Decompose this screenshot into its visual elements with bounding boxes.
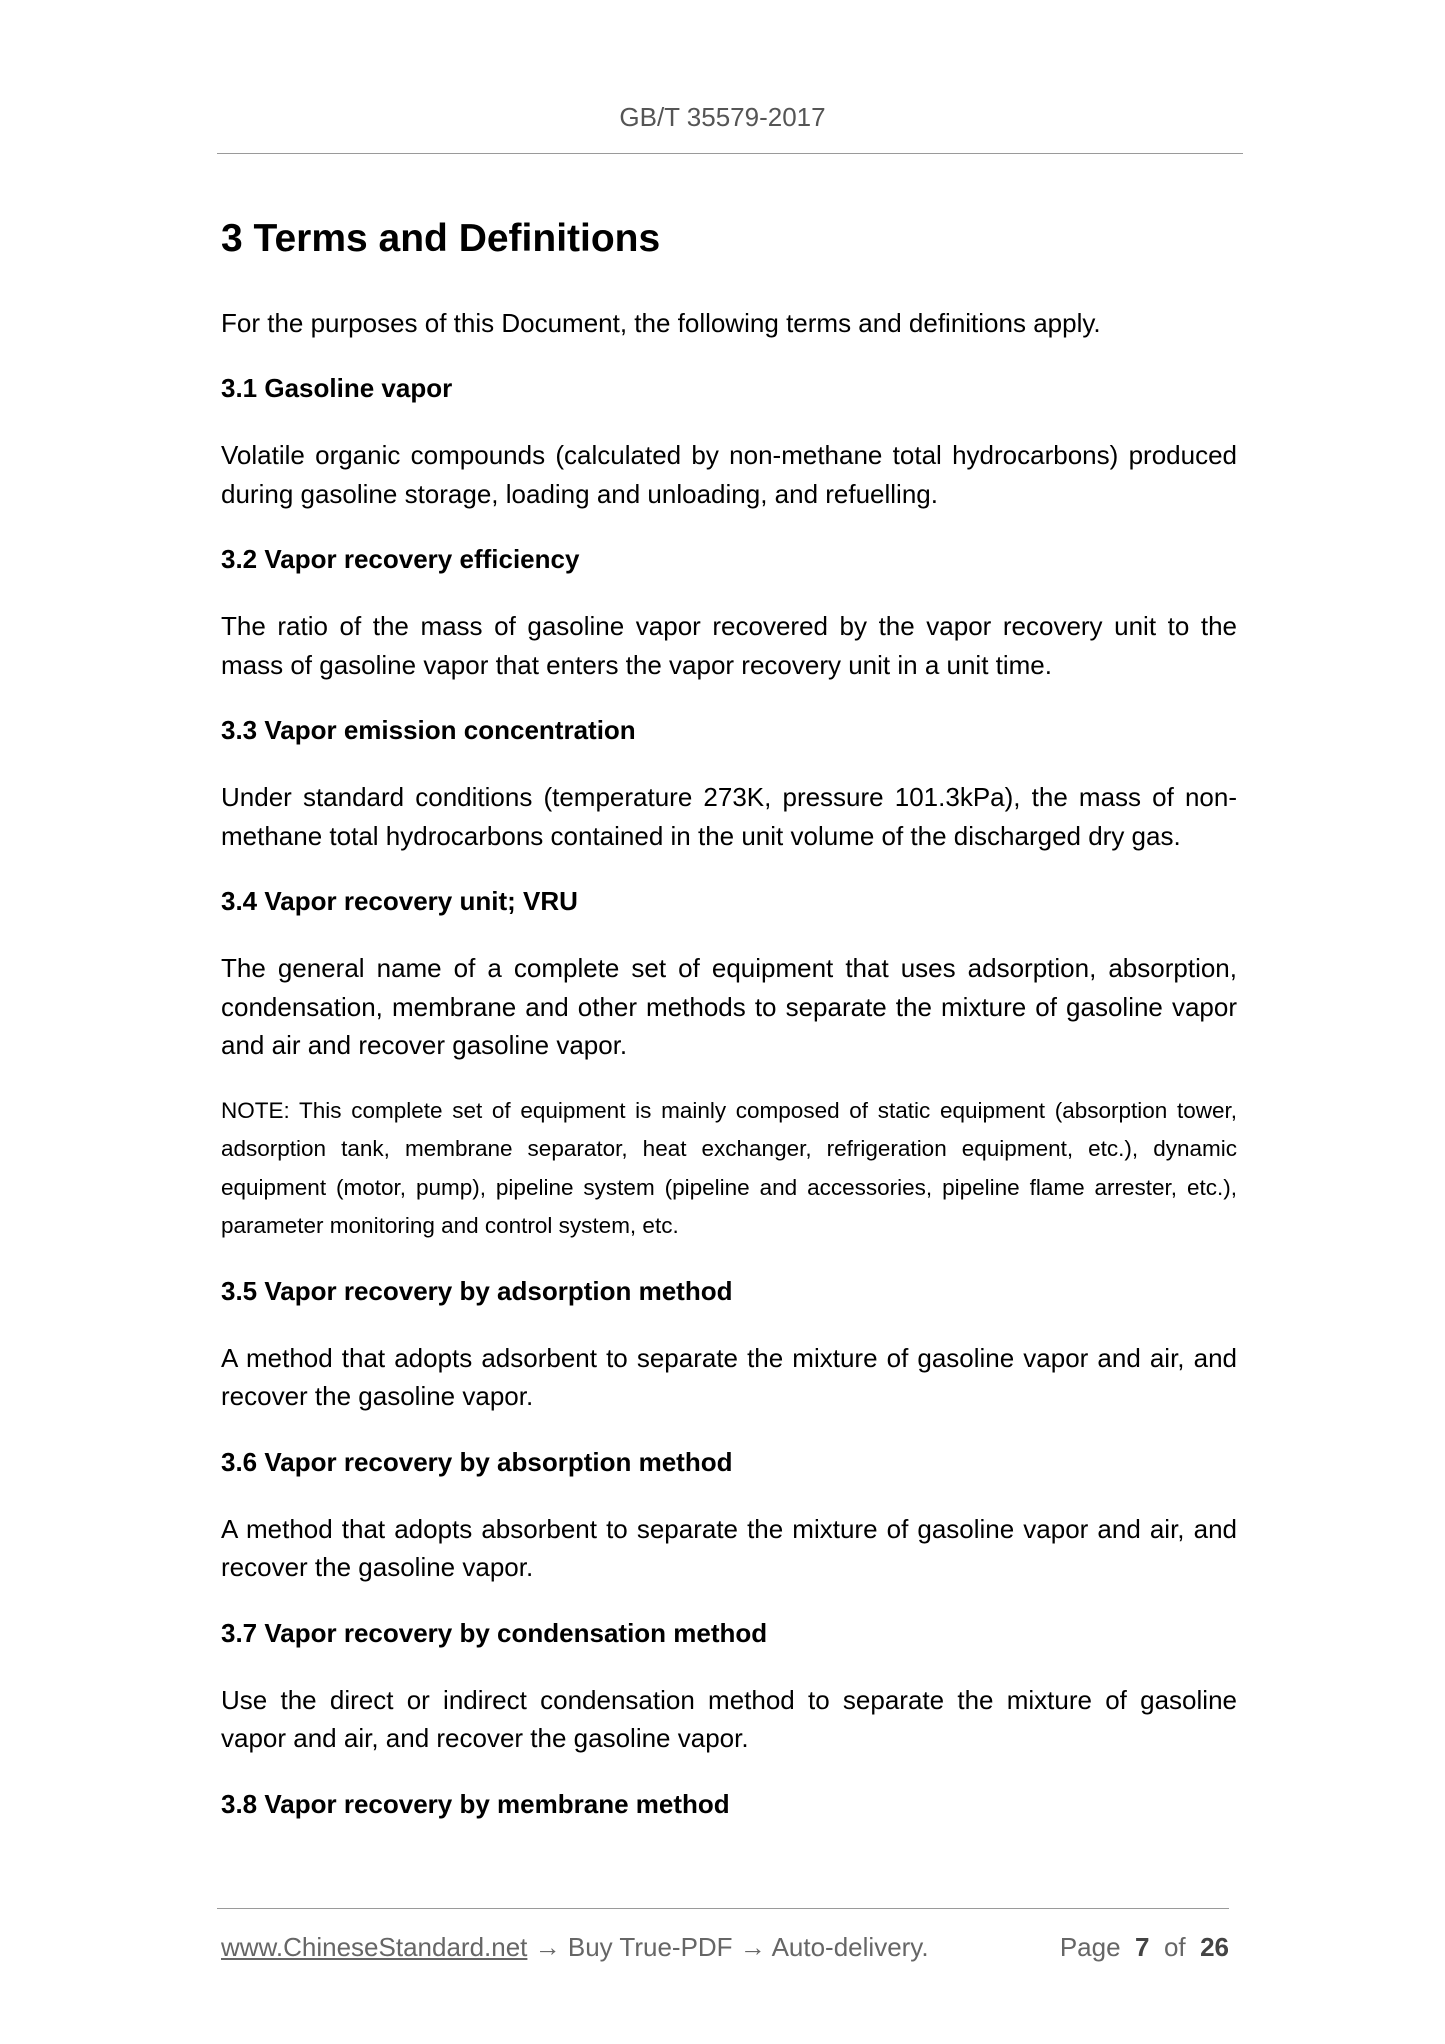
term-note-3-4: NOTE: This complete set of equipment is mainly composed of static equipment (absorption tower, adsorption tank, membrane separator, heat exchanger, refrigeration equipment, etc.), dynamic equipment (motor, pump), pipeline system (pipeline and accessories, pipeline flame arrester, etc.), parameter monitoring and control system, etc. bbox=[221, 1097, 1237, 1238]
term-heading-3-8: 3.8 Vapor recovery by membrane method bbox=[221, 1788, 730, 1819]
term-definition-3-5: A method that adopts adsorbent to separate the mixture of gasoline vapor and air, and recover the gasoline vapor. bbox=[221, 1342, 1237, 1411]
header-divider bbox=[217, 153, 1243, 154]
running-header: GB/T 35579-2017 bbox=[619, 102, 826, 132]
term-heading-3-2: 3.2 Vapor recovery efficiency bbox=[221, 544, 580, 574]
term-definition-3-3: Under standard conditions (temperature 273K, pressure 101.3kPa), the mass of non-methane total hydrocarbons contained in the unit volume of the discharged dry gas. bbox=[221, 782, 1237, 851]
footer-tagline: → Buy True-PDF → Auto-delivery. bbox=[527, 1932, 929, 1962]
term-definition-3-1: Volatile organic compounds (calculated by non-methane total hydrocarbons) produced during gasoline storage, loading and unloading, and refuelling. bbox=[221, 440, 1237, 509]
page-total: 26 bbox=[1200, 1932, 1229, 1962]
page-label: Page bbox=[1059, 1932, 1121, 1962]
footer-promo bbox=[221, 1929, 929, 1965]
term-heading-3-3: 3.3 Vapor emission concentration bbox=[221, 715, 636, 745]
term-definition-3-7: Use the direct or indirect condensation method to separate the mixture of gasoline vapor and air, and recover the gasoline vapor. bbox=[221, 1684, 1237, 1753]
term-heading-3-5: 3.5 Vapor recovery by adsorption method bbox=[221, 1275, 733, 1306]
document-body bbox=[221, 210, 1237, 1852]
section-intro: For the purposes of this Document, the following terms and definitions apply. bbox=[221, 308, 1101, 338]
page-current: 7 bbox=[1135, 1932, 1150, 1962]
section-title: 3 Terms and Definitions bbox=[221, 217, 661, 260]
page-indicator bbox=[1060, 1929, 1229, 1965]
page-of-label: of bbox=[1163, 1932, 1186, 1962]
term-definition-3-2: The ratio of the mass of gasoline vapor recovered by the vapor recovery unit to the mass of gasoline vapor that enters the vapor recovery unit in a unit time. bbox=[221, 611, 1237, 680]
term-definition-3-4: The general name of a complete set of equipment that uses adsorption, absorption, condensation, membrane and other methods to separate the mixture of gasoline vapor and air and recover gasoline vapor. bbox=[221, 953, 1237, 1060]
footer-divider bbox=[217, 1908, 1229, 1909]
term-heading-3-7: 3.7 Vapor recovery by condensation method bbox=[221, 1617, 768, 1648]
term-heading-3-4: 3.4 Vapor recovery unit; VRU bbox=[221, 886, 578, 916]
term-heading-3-6: 3.6 Vapor recovery by absorption method bbox=[221, 1446, 733, 1477]
website-link[interactable]: www.ChineseStandard.net bbox=[221, 1932, 528, 1962]
term-definition-3-6: A method that adopts absorbent to separate the mixture of gasoline vapor and air, and recover the gasoline vapor. bbox=[221, 1513, 1237, 1582]
term-heading-3-1: 3.1 Gasoline vapor bbox=[221, 373, 453, 403]
